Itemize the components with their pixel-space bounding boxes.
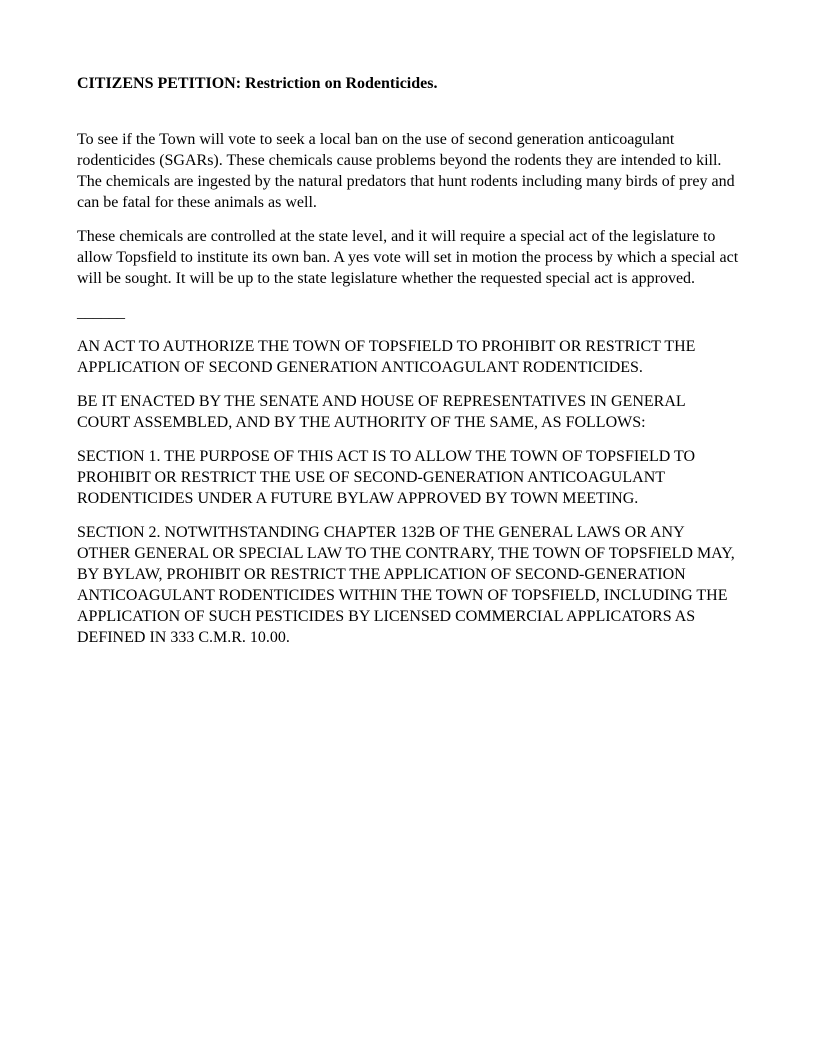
paragraph-section-2: SECTION 2. NOTWITHSTANDING CHAPTER 132B OF THE GENERAL LAWS OR ANY OTHER GENERAL OR SPECIAL LAW TO THE CONTRARY, THE TOWN OF TOPSFIELD MAY, BY BYLAW, PROHIBIT OR RESTRICT THE APPLICATION OF SECOND-GENERATION ANTICOAGULANT RODENTICIDES WITHIN THE TOWN OF TOPSFIELD, INCLUDING THE APPLICATION OF SUCH PESTICIDES BY LICENSED COMMERCIAL APPLICATORS AS DEFINED IN 333 C.M.R. 10.00. [77,524,735,646]
divider-line: ______ [77,304,125,321]
paragraph-petition-process: These chemicals are controlled at the state level, and it will require a special act of the legislature to allow Topsfield to institute its own ban. A yes vote will set in motion the process by which a special act will be sought. It will be up to the state legislature whether the requested special act is approved. [77,228,739,287]
paragraph-enacting-clause: BE IT ENACTED BY THE SENATE AND HOUSE OF REPRESENTATIVES IN GENERAL COURT ASSEMBLED, AND BY THE AUTHORITY OF THE SAME, AS FOLLOWS: [77,393,686,431]
paragraph-petition-intro: To see if the Town will vote to seek a local ban on the use of second generation anticoagulant rodenticides (SGARs). These chemicals cause problems beyond the rodents they are intended to kill. The chemicals are ingested by the natural predators that hunt rodents including many birds of prey and can be fatal for these animals as well. [77,131,735,211]
paragraph-section-1: SECTION 1. THE PURPOSE OF THIS ACT IS TO ALLOW THE TOWN OF TOPSFIELD TO PROHIBIT OR RESTRICT THE USE OF SECOND-GENERATION ANTICOAGULANT RODENTICIDES UNDER A FUTURE BYLAW APPROVED BY TOWN MEETING. [77,448,696,507]
document-title: CITIZENS PETITION: Restriction on Rodenticides. [77,75,438,92]
paragraph-act-title: AN ACT TO AUTHORIZE THE TOWN OF TOPSFIELD TO PROHIBIT OR RESTRICT THE APPLICATION OF SECOND GENERATION ANTICOAGULANT RODENTICIDES. [77,338,696,376]
